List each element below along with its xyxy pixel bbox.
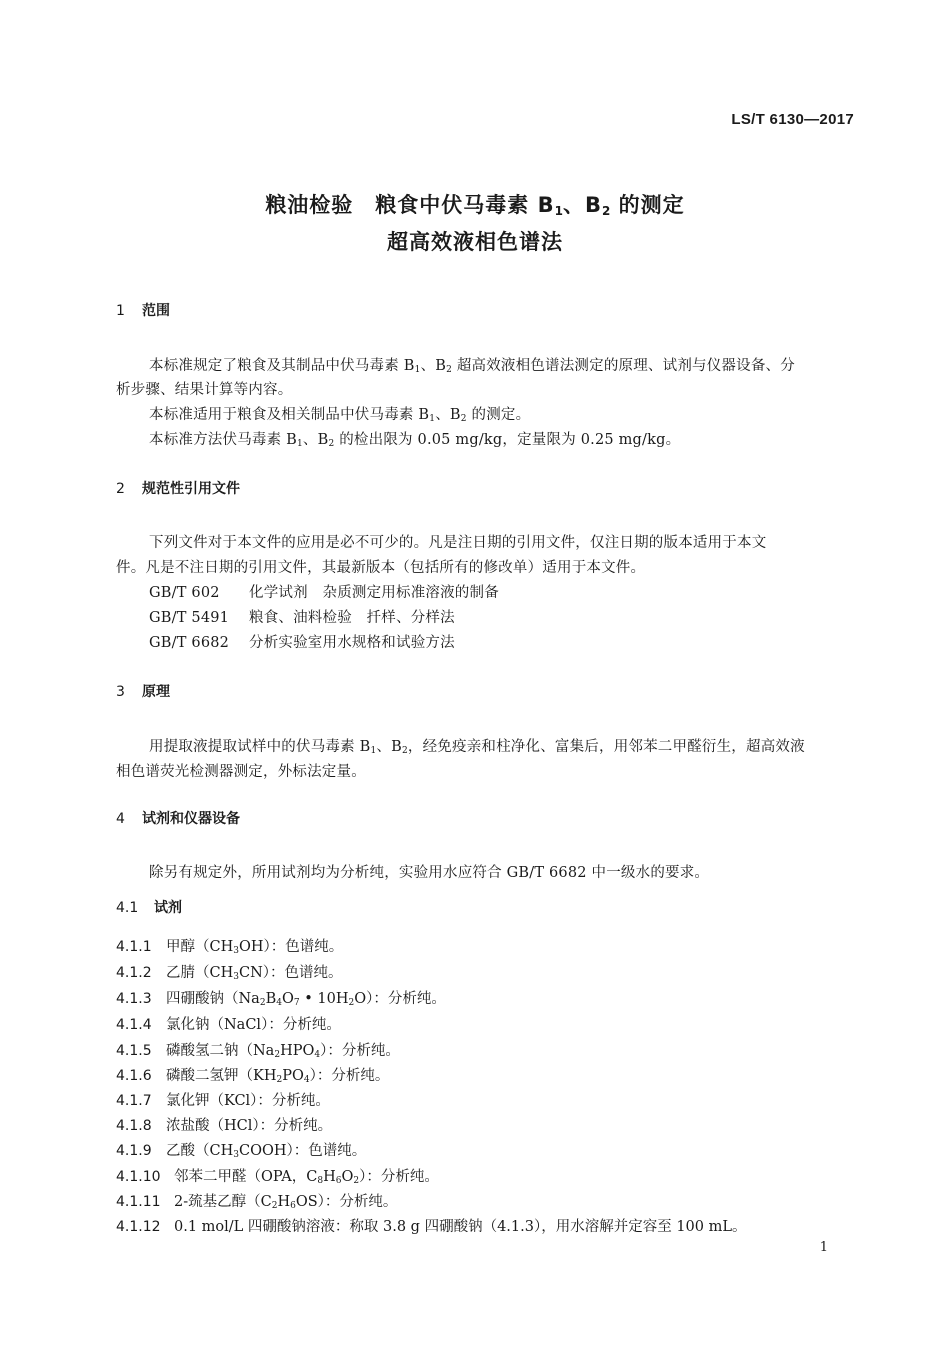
reagent-item: 4.1.8 浓盐酸（HCl）：分析纯。 [116,1118,333,1134]
scope-paragraph-2: 本标准适用于粮食及相关制品中伏马毒素 $B_1$、$B_2$ 的测定。 [149,407,531,424]
reagent-item: 4.1.3 四硼酸钠（$Na_2B_4O_7$ • $10H_2O$）：分析纯。 [116,991,446,1008]
reagent-item: 4.1.6 磷酸二氢钾$(KH_2PO_4)$：分析纯。 [116,1068,390,1085]
standard-code: LS/T 6130—2017 [731,111,854,128]
reagent-item: 4.1.9 乙酸$(CH_3COOH)$：色谱纯。 [116,1143,367,1160]
reagent-item: 4.1.11 2-巯基乙醇$(C_2H_6OS)$：分析纯。 [116,1194,398,1211]
section-3-heading: 3 原理 [116,684,170,700]
reagent-item: 4.1.1 甲醇$(CH_3OH)$：色谱纯。 [116,939,344,956]
scope-paragraph-1: 本标准规定了粮食及其制品中伏马毒素 $B_1$、$B_2$ 超高效液相色谱法测定的原理、试剂与仪器设备、分 [149,358,795,375]
principle-paragraph-cont: 相色谱荧光检测器测定，外标法定量。 [116,764,366,780]
section-1-heading: 1 范围 [116,303,170,319]
reagent-item: 4.1.2 乙腈$(CH_3CN)$：色谱纯。 [116,965,343,982]
subsection-4-1-heading: 4.1 试剂 [116,900,182,916]
reference-item: GB/T 6682 分析实验室用水规格和试验方法 [149,635,455,651]
reagent-item: 4.1.7 氯化钾（KCl）：分析纯。 [116,1093,330,1109]
references-intro: 下列文件对于本文件的应用是必不可少的。凡是注日期的引用文件，仅注日期的版本适用于本文 [149,535,767,551]
section-4-heading: 4 试剂和仪器设备 [116,811,240,827]
section-2-heading: 2 规范性引用文件 [116,481,240,497]
references-intro-cont: 件。凡是不注日期的引用文件，其最新版本（包括所有的修改单）适用于本文件。 [116,560,646,576]
page-number: 1 [819,1240,828,1255]
scope-paragraph-3: 本标准方法伏马毒素 $B_1$、$B_2$ 的检出限为 0.05 mg/kg，定量限为 0.25 mg/kg。 [149,432,681,449]
reagent-item: 4.1.10 邻苯二甲醛（OPA，$C_8H_6O_2$）：分析纯。 [116,1169,439,1186]
reference-item: GB/T 602 化学试剂 杂质测定用标准溶液的制备 [149,585,499,601]
title-line-1: 粮油检验 粮食中伏马毒素 $B_1$、$B_2$ 的测定 [265,193,685,218]
reagent-item: 4.1.5 磷酸氢二钠$(Na_2HPO_4)$：分析纯。 [116,1043,400,1060]
reference-item: GB/T 5491 粮食、油料检验 扦样、分样法 [149,610,455,626]
title-line-2: 超高效液相色谱法 [387,230,563,254]
scope-paragraph-1-cont: 析步骤、结果计算等内容。 [116,382,293,398]
reagent-item: 4.1.12 0.1 mol/L 四硼酸钠溶液：称取 3.8 g 四硼酸钠（4.1.3），用水溶解并定容至 100 mL。 [116,1219,747,1235]
principle-paragraph: 用提取液提取试样中的伏马毒素 $B_1$、$B_2$，经免疫亲和柱净化、富集后，用邻苯二甲醛衍生，超高效液 [149,739,805,756]
reagent-item: 4.1.4 氯化钠（NaCl）：分析纯。 [116,1017,341,1033]
reagents-intro: 除另有规定外，所用试剂均为分析纯，实验用水应符合 GB/T 6682 中一级水的要求。 [149,865,710,881]
